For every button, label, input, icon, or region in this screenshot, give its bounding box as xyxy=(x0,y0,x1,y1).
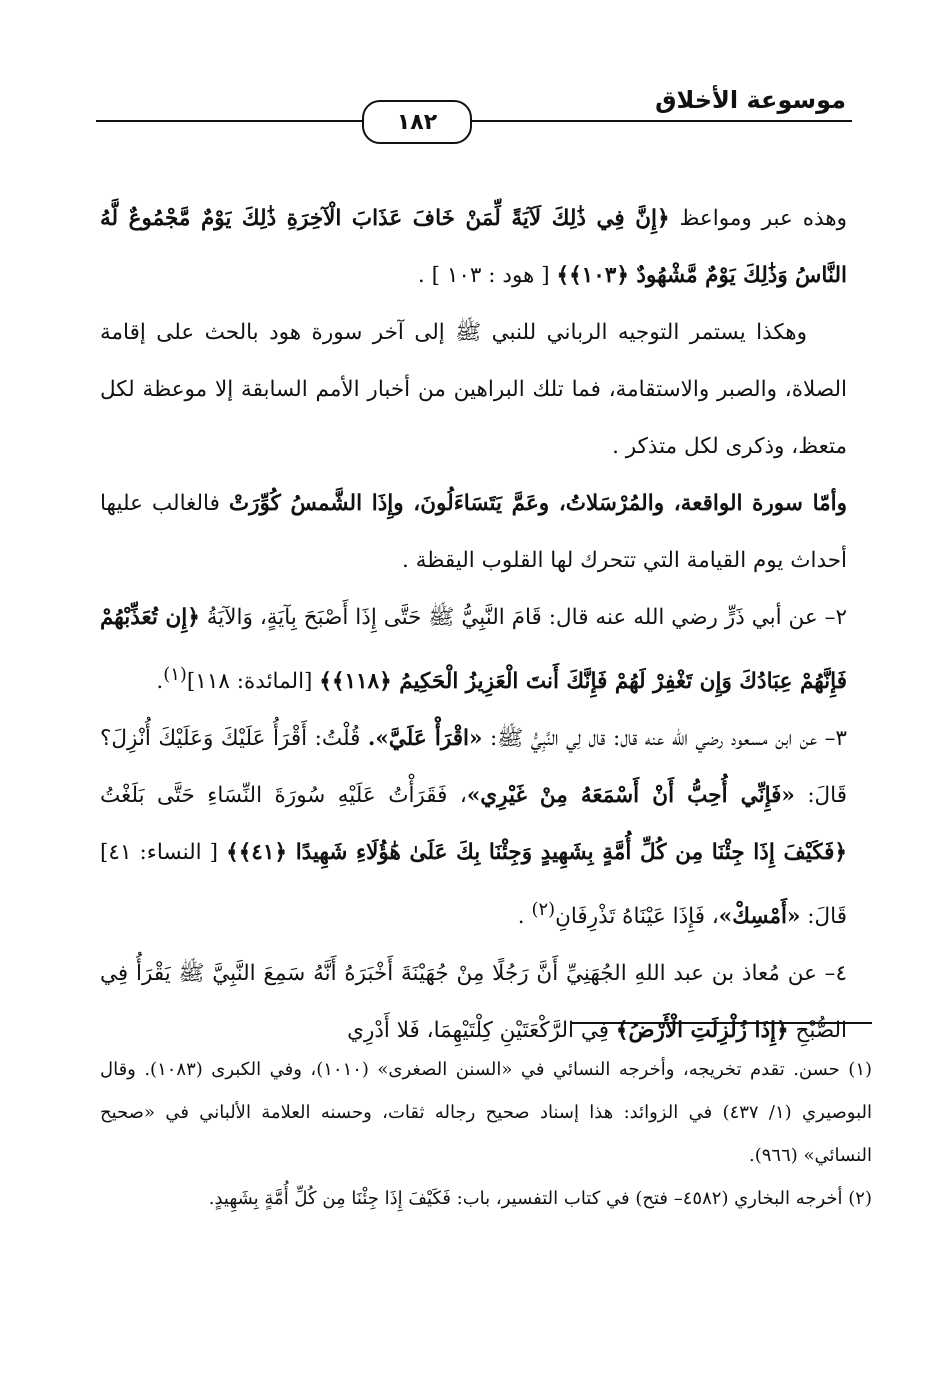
hadith-4-text: ٤– عن مُعاذ بن عبد اللهِ الجُهَنِيِّ أَنَّ رَجُلًا مِنْ جُهَيْنَةَ أَخْبَرَهُ أَنَّهُ سَمِعَ النَّبِيَّ ﷺ يَقْرَأُ فِي الصُّبْحِ xyxy=(100,961,847,1044)
paragraph-1 xyxy=(100,190,847,304)
hadith-4 xyxy=(100,945,847,1059)
hadith-2 xyxy=(100,589,847,710)
paragraph-2: وهكذا يستمر التوجيه الرباني للنبي ﷺ إلى آخر سورة هود بالحث على إقامة الصلاة، والصبر والاستقامة، فما تلك البراهين من أخبار الأمم السابقة إلا موعظة لكل متعظ، وذكرى لكل متذكر . xyxy=(100,320,847,459)
quran-verse: ﴿إِنَّ فِي ذَٰلِكَ لَآيَةً لِّمَنْ خَافَ عَذَابَ الْآخِرَةِ ذَٰلِكَ يَوْمٌ مَّجْمُوعٌ لَّهُ النَّاسُ وَذَٰلِكَ يَوْمٌ مَّشْهُودٌ ﴿١٠٣﴾﴾ xyxy=(100,206,847,288)
footnote-marker: (١) xyxy=(163,664,187,685)
prophet-quote: «اقْرَأْ عَلَيَّ». xyxy=(367,726,483,752)
paragraph-3 xyxy=(100,475,847,589)
prophet-quote: «فَإِنِّي أُحِبُّ أَنْ أَسْمَعَهُ مِنْ غَيْرِي» xyxy=(466,783,795,809)
hadith-3-end: . xyxy=(517,904,532,930)
quran-verse: ﴿فَكَيْفَ إِذَا جِئْنَا مِن كُلِّ أُمَّةٍ بِشَهِيدٍ وَجِئْنَا بِكَ عَلَىٰ هَٰؤُلَاءِ شَهِيدًا ﴿٤١﴾﴾ xyxy=(226,840,847,866)
page-header xyxy=(96,86,852,146)
verse-reference: [ النساء: ٤١] قَالَ: xyxy=(100,840,847,930)
header-rule xyxy=(96,120,852,122)
footnotes xyxy=(100,1048,872,1220)
paragraph-3-text: فالغالب عليها أحداث يوم القيامة التي تتحرك لها القلوب اليقظة . xyxy=(100,491,847,573)
hadith-3-text: قُلْتُ: أَقْرَأُ عَلَيْكَ وَعَلَيْكَ أُنْزِلَ؟ قَالَ: xyxy=(100,726,848,809)
verse-reference: [المائدة: ١١٨] xyxy=(186,669,320,695)
footnote-marker: (٢) xyxy=(531,899,556,921)
book-title: موسوعة الأخلاق xyxy=(645,86,846,114)
paragraph-1-intro: وهذه عبر ومواعظ xyxy=(669,206,848,231)
hadith-3-text: ، فَقَرَأْتُ عَلَيْهِ سُورَةَ النِّسَاءِ حَتَّى بَلَغْتُ xyxy=(100,783,467,809)
hadith-4-text: فِي الرَّكْعَتَيْنِ كِلْتَيْهِمَا، فَلا أَدْرِي xyxy=(347,1018,616,1044)
quran-verse: ﴿إِذَا زُلْزِلَتِ الْأَرْضُ﴾ xyxy=(615,1018,789,1044)
hadith-3 xyxy=(100,710,847,945)
hadith-3-text: ، فَإِذَا عَيْنَاهُ تَذْرِفَانِ xyxy=(555,904,719,930)
hadith-2-end: . xyxy=(156,669,164,695)
page-number: ١٨٢ xyxy=(362,100,472,144)
footnote-2: (٢) أخرجه البخاري (٤٥٨٢– فتح) في كتاب التفسير، باب: فَكَيْفَ إِذَا جِئْنَا مِن كُلِّ أُمَّةٍ بِشَهِيدٍ. xyxy=(208,1188,872,1209)
surah-names: وأمّا سورة الواقعة، والمُرْسَلاتُ، وعَمَّ يَتَسَاءَلُونَ، وإِذَا الشَّمسُ كُوِّرَتْ xyxy=(228,491,847,516)
prophet-quote: «أَمْسِكْ» xyxy=(718,904,801,930)
footnote-separator xyxy=(572,1022,872,1024)
main-text xyxy=(100,190,847,1059)
footnote-1: (١) حسن. تقدم تخريجه، وأخرجه النسائي في «السنن الصغرى» (١٠١٠)، وفي الكبرى (١٠٨٣). وقال البوصيري (١/ ٤٣٧) في الزوائد: هذا إسناد صحيح رجاله ثقات، وحسنه العلامة الألباني في «صحيح النسائي» (٩٦٦). xyxy=(100,1059,873,1166)
verse-reference: [ هود : ١٠٣ ] . xyxy=(417,263,557,288)
hadith-2-text: ٢– عن أبي ذَرٍّ رضي الله عنه قال: قَامَ النَّبِيُّ ﷺ حَتَّى إِذَا أَصْبَحَ بِآيَةٍ، وَالآيَةُ xyxy=(199,605,847,630)
quran-verse: ﴿إِن تُعَذِّبْهُمْ فَإِنَّهُمْ عِبَادُكَ وَإِن تَغْفِرْ لَهُمْ فَإِنَّكَ أَنتَ الْعَزِيزُ الْحَكِيمُ ﴿١١٨﴾﴾ xyxy=(100,605,847,695)
hadith-3-text: ٣– عن ابن مسعود رضي الله عنه قال: قال لِي النَّبِيُّ ﷺ: xyxy=(482,726,847,752)
